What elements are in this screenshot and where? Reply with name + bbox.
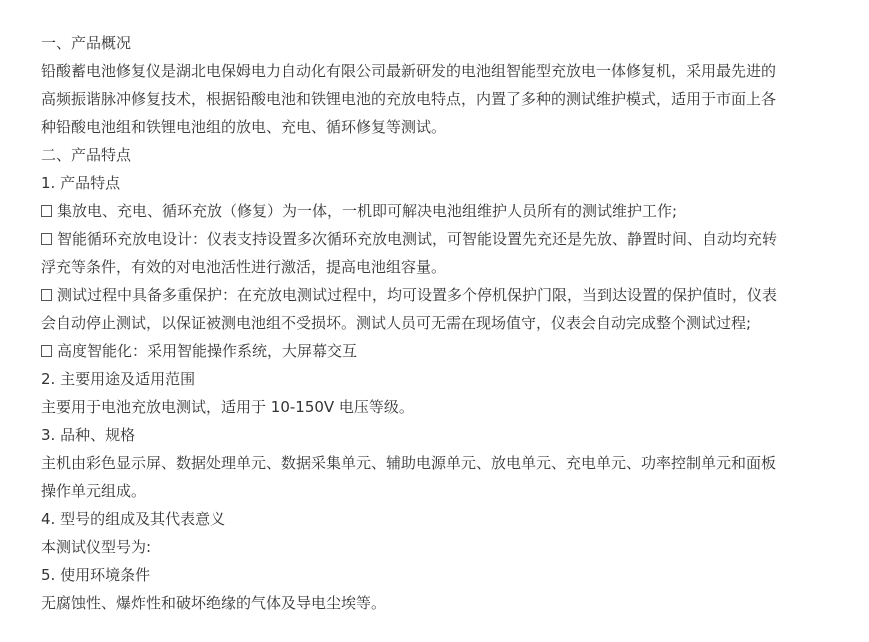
checkbox-glyph-icon bbox=[41, 205, 52, 217]
sub2-heading: 2. 主要用途及适用范围 bbox=[41, 370, 196, 388]
feature-item bbox=[41, 337, 786, 365]
sub2-text: 主要用于电池充放电测试，适用于 10-150V 电压等级。 bbox=[41, 398, 414, 416]
checkbox-glyph-icon bbox=[41, 233, 52, 245]
sub4-heading: 4. 型号的组成及其代表意义 bbox=[41, 510, 226, 528]
feature-item bbox=[41, 225, 786, 281]
sub1-heading: 1. 产品特点 bbox=[41, 174, 121, 192]
section1-heading: 一、产品概况 bbox=[41, 34, 132, 52]
section1-text: 铅酸蓄电池修复仪是湖北电保姆电力自动化有限公司最新研发的电池组智能型充放电一体修复机，采用最先进的高频振谐脉冲修复技术，根据铅酸电池和铁锂电池的充放电特点，内置了多种的测试维护模式，适用于市面上各种铅酸电池组和铁锂电池组的放电、充电、循环修复等测试。 bbox=[41, 62, 777, 136]
feature-text: 集放电、充电、循环充放（修复）为一体，一机即可解决电池组维护人员所有的测试维护工作; bbox=[57, 202, 678, 220]
section2-heading: 二、产品特点 bbox=[41, 146, 132, 164]
feature-item bbox=[41, 197, 786, 225]
sub5-heading: 5. 使用环境条件 bbox=[41, 566, 151, 584]
feature-text: 测试过程中具备多重保护：在充放电测试过程中，均可设置多个停机保护门限，当到达设置的保护值时，仪表会自动停止测试，以保证被测电池组不受损坏。测试人员可无需在现场值守，仪表会自动完成整个测试过程; bbox=[41, 286, 778, 332]
checkbox-glyph-icon bbox=[41, 345, 52, 357]
feature-text: 高度智能化：采用智能操作系统，大屏幕交互 bbox=[57, 342, 358, 360]
checkbox-glyph-icon bbox=[41, 289, 52, 301]
feature-text: 智能循环充放电设计：仪表支持设置多次循环充放电测试，可智能设置先充还是先放、静置时间、自动均充转浮充等条件，有效的对电池活性进行激活，提高电池组容量。 bbox=[41, 230, 778, 276]
sub4-text: 本测试仪型号为: bbox=[41, 538, 152, 556]
document-body bbox=[41, 29, 786, 617]
sub5-text: 无腐蚀性、爆炸性和破坏绝缘的气体及导电尘埃等。 bbox=[41, 594, 387, 612]
sub3-text: 主机由彩色显示屏、数据处理单元、数据采集单元、辅助电源单元、放电单元、充电单元、功率控制单元和面板操作单元组成。 bbox=[41, 454, 777, 500]
sub3-heading: 3. 品种、规格 bbox=[41, 426, 136, 444]
feature-item bbox=[41, 281, 786, 337]
